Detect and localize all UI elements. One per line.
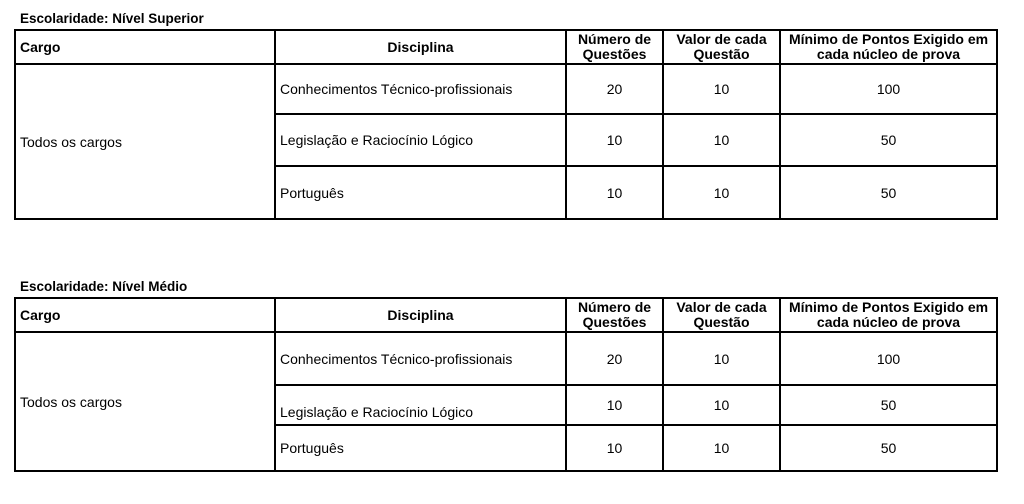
- numero-cell: 10: [566, 114, 663, 166]
- valor-cell: 10: [663, 385, 780, 425]
- header-minimo-pontos: Mínimo de Pontos Exigido em cada núcleo de prova: [780, 30, 997, 64]
- header-numero-questoes: Número de Questões: [566, 30, 663, 64]
- cargo-cell: Todos os cargos: [15, 332, 275, 471]
- disciplina-cell: Português: [275, 166, 566, 219]
- table-nivel-superior: [14, 29, 998, 220]
- table-row: [15, 64, 997, 114]
- valor-cell: 10: [663, 114, 780, 166]
- header-numero-questoes: Número de Questões: [566, 298, 663, 332]
- numero-cell: 10: [566, 166, 663, 219]
- numero-cell: 20: [566, 332, 663, 385]
- numero-cell: 10: [566, 385, 663, 425]
- header-valor-questao: Valor de cada Questão: [663, 298, 780, 332]
- header-cargo: Cargo: [15, 298, 275, 332]
- valor-cell: 10: [663, 332, 780, 385]
- valor-cell: 10: [663, 64, 780, 114]
- cargo-cell: Todos os cargos: [15, 64, 275, 219]
- minimo-cell: 100: [780, 64, 997, 114]
- disciplina-cell: Português: [275, 425, 566, 471]
- table-nivel-medio: [14, 297, 998, 472]
- header-cargo: Cargo: [15, 30, 275, 64]
- disciplina-cell: Conhecimentos Técnico-profissionais: [275, 332, 566, 385]
- minimo-cell: 50: [780, 114, 997, 166]
- valor-cell: 10: [663, 425, 780, 471]
- minimo-cell: 50: [780, 166, 997, 219]
- header-disciplina: Disciplina: [275, 30, 566, 64]
- disciplina-cell: Conhecimentos Técnico-profissionais: [275, 64, 566, 114]
- table-header-row: [15, 298, 997, 332]
- minimo-cell: 50: [780, 385, 997, 425]
- minimo-cell: 50: [780, 425, 997, 471]
- disciplina-cell: Legislação e Raciocínio Lógico: [275, 114, 566, 166]
- minimo-cell: 100: [780, 332, 997, 385]
- section-title-superior: Escolaridade: Nível Superior: [20, 11, 204, 26]
- table-row: [15, 332, 997, 385]
- header-disciplina: Disciplina: [275, 298, 566, 332]
- section-title-medio: Escolaridade: Nível Médio: [20, 279, 188, 294]
- numero-cell: 10: [566, 425, 663, 471]
- table-header-row: [15, 30, 997, 64]
- disciplina-cell: Legislação e Raciocínio Lógico: [275, 385, 566, 425]
- valor-cell: 10: [663, 166, 780, 219]
- numero-cell: 20: [566, 64, 663, 114]
- header-minimo-pontos: Mínimo de Pontos Exigido em cada núcleo de prova: [780, 298, 997, 332]
- header-valor-questao: Valor de cada Questão: [663, 30, 780, 64]
